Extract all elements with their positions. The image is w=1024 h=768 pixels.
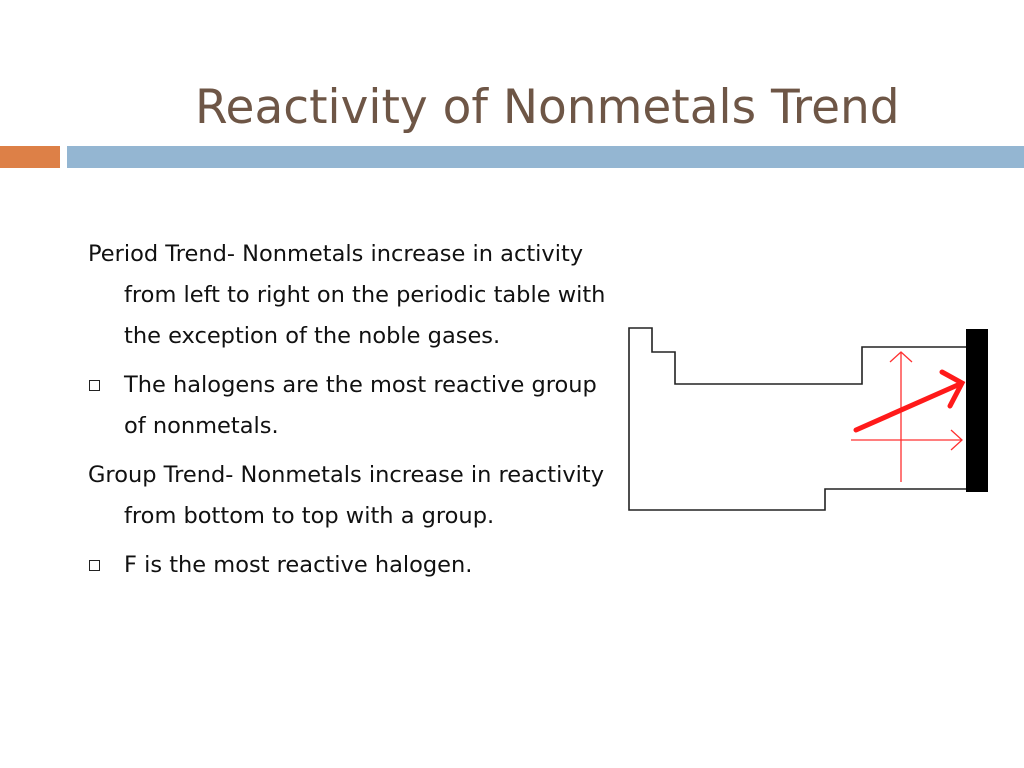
group-trend-text: Group Trend- Nonmetals increase in reactivity from bottom to top with a group. xyxy=(88,462,605,529)
accent-band-blue xyxy=(67,146,1024,168)
overall-reactivity-arrow-icon xyxy=(856,372,962,430)
bullet-text-halogens: The halogens are the most reactive group of nonmetals. xyxy=(124,372,597,439)
periodic-table-outline xyxy=(629,328,968,510)
slide-title: Reactivity of Nonmetals Trend xyxy=(195,80,900,135)
periodic-table-diagram xyxy=(620,320,1000,520)
hollow-square-bullet-icon xyxy=(89,380,100,391)
noble-gases-bar xyxy=(966,329,988,492)
bullet-item-fluorine xyxy=(88,545,618,586)
period-trend-text: Period Trend- Nonmetals increase in activity from left to right on the periodic table with the exception of the noble gases. xyxy=(88,241,606,349)
accent-band-orange xyxy=(0,146,60,168)
bullet-item-halogens xyxy=(88,365,618,447)
group-trend-arrow-icon xyxy=(890,352,912,482)
bullet-text-fluorine: F is the most reactive halogen. xyxy=(124,552,473,578)
period-trend-arrow-icon xyxy=(851,430,962,450)
slide-body xyxy=(88,234,618,594)
hollow-square-bullet-icon xyxy=(89,560,100,571)
